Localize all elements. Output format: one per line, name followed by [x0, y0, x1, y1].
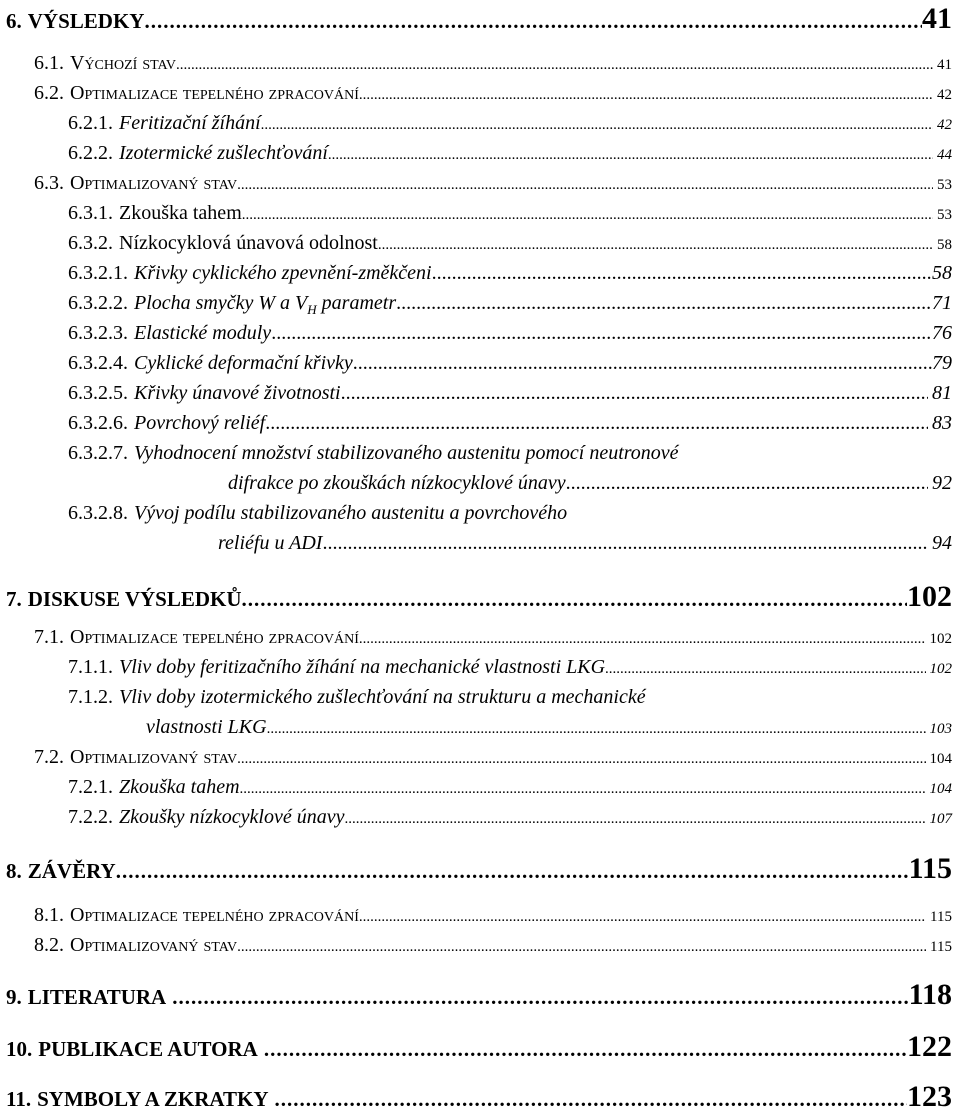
- entry-page: 115: [908, 852, 952, 885]
- entry-page: 42: [937, 117, 952, 133]
- entry-number: 7.2.1.: [68, 776, 113, 798]
- toc-entry-6-3-2-6[interactable]: [68, 412, 952, 435]
- entry-title: Vliv doby feritizačního žíhání na mechanické vlastnosti LKG: [119, 656, 606, 678]
- entry-number: 6.3.2.2.: [68, 292, 128, 314]
- entry-title: PUBLIKACE AUTORA: [38, 1037, 258, 1061]
- entry-page: 58: [932, 262, 952, 284]
- dot-leader: [261, 117, 933, 134]
- entry-number: 7.1.: [34, 626, 64, 648]
- dot-leader: [396, 292, 932, 315]
- toc-entry-9[interactable]: [6, 978, 952, 1012]
- entry-number: 6.1.: [34, 52, 64, 74]
- toc-entry-8[interactable]: [6, 852, 952, 886]
- dot-leader: [267, 721, 926, 738]
- dot-leader: [341, 382, 928, 405]
- toc-entry-6-3-2-8-cont[interactable]: [218, 532, 952, 555]
- entry-page: 118: [908, 978, 952, 1011]
- entry-page: 115: [930, 939, 952, 955]
- entry-number: 7.2.2.: [68, 806, 113, 828]
- entry-number: 9.: [6, 985, 22, 1009]
- entry-number: 6.2.1.: [68, 112, 113, 134]
- entry-number: 7.1.2.: [68, 686, 113, 708]
- toc-entry-6-3-2-7-cont[interactable]: [228, 472, 952, 495]
- entry-page: 123: [907, 1080, 952, 1113]
- entry-page: 42: [937, 87, 952, 103]
- entry-title: DISKUSE VÝSLEDKŮ: [27, 587, 242, 611]
- dot-leader: [242, 207, 933, 224]
- entry-page: 44: [937, 147, 952, 163]
- entry-number: 6.2.2.: [68, 142, 113, 164]
- dot-leader: [432, 262, 932, 285]
- entry-page: 104: [929, 781, 952, 797]
- entry-page: 92: [932, 472, 952, 494]
- dot-leader: [359, 631, 926, 648]
- entry-number: 7.1.1.: [68, 656, 113, 678]
- entry-page: 76: [932, 322, 952, 344]
- entry-number: 8.2.: [34, 934, 64, 956]
- dot-leader: [172, 985, 908, 1010]
- dot-leader: [271, 322, 932, 345]
- dot-leader: [144, 9, 922, 34]
- toc-entry-6-2-1[interactable]: [68, 112, 952, 135]
- toc-entry-7-2-2[interactable]: [68, 806, 952, 829]
- entry-title: Optimalizovaný stav: [70, 746, 238, 768]
- entry-page: 53: [937, 177, 952, 193]
- title-part: parametr: [316, 292, 397, 314]
- toc-entry-7-2[interactable]: [34, 746, 952, 769]
- entry-title: Nízkocyklová únavová odolnost: [119, 232, 378, 254]
- dot-leader: [322, 532, 928, 555]
- toc-entry-8-2[interactable]: [34, 934, 952, 957]
- entry-number: 8.: [6, 859, 22, 883]
- dot-leader: [359, 87, 933, 104]
- entry-number: 6.3.2.7.: [68, 442, 128, 464]
- entry-title: [134, 292, 396, 318]
- entry-number: 7.2.: [34, 746, 64, 768]
- entry-title: ZÁVĚRY: [27, 859, 116, 883]
- dot-leader: [240, 781, 926, 798]
- dot-leader: [237, 751, 925, 768]
- dot-leader: [176, 57, 933, 74]
- entry-number: 11.: [6, 1087, 32, 1111]
- entry-page: 103: [929, 721, 952, 737]
- entry-page: 104: [929, 751, 952, 767]
- entry-page: 102: [929, 661, 952, 677]
- entry-title: SYMBOLY A ZKRATKY: [37, 1087, 269, 1111]
- entry-number: 6.3.1.: [68, 202, 113, 224]
- toc-entry-6-3-2-4[interactable]: [68, 352, 952, 375]
- toc-entry-7-2-1[interactable]: [68, 776, 952, 799]
- title-part: Plocha smyčky W a V: [134, 292, 308, 314]
- dot-leader: [264, 1037, 907, 1062]
- entry-title: Křivky únavové životnosti: [134, 382, 341, 404]
- entry-number: 6.3.2.8.: [68, 502, 128, 524]
- entry-number: 6.2.: [34, 82, 64, 104]
- entry-title: Optimalizovaný stav: [70, 172, 238, 194]
- entry-number: 6.3.2.1.: [68, 262, 128, 284]
- entry-title: LITERATURA: [27, 985, 167, 1009]
- entry-number: 7.: [6, 587, 22, 611]
- toc-entry-6-3-2[interactable]: [68, 232, 952, 255]
- entry-page: 41: [937, 57, 952, 73]
- entry-page: 53: [937, 207, 952, 223]
- entry-page: 94: [932, 532, 952, 554]
- entry-page: 107: [929, 811, 952, 827]
- entry-title: VÝSLEDKY: [27, 9, 145, 33]
- entry-page: 102: [929, 631, 952, 647]
- entry-title: Optimalizace tepelného zpracování: [70, 82, 359, 104]
- toc-entry-6[interactable]: [6, 2, 952, 36]
- toc-entry-7[interactable]: [6, 580, 952, 614]
- entry-number: 6.3.2.5.: [68, 382, 128, 404]
- entry-title: Feritizační žíhání: [119, 112, 261, 134]
- entry-title: Elastické moduly: [134, 322, 272, 344]
- dot-leader: [359, 909, 926, 926]
- toc-entry-6-3-2-2[interactable]: [68, 292, 952, 318]
- entry-page: 83: [932, 412, 952, 434]
- entry-page: 41: [922, 2, 952, 35]
- entry-number: 6.3.2.4.: [68, 352, 128, 374]
- entry-title: Optimalizace tepelného zpracování: [70, 904, 359, 926]
- entry-title: Optimalizovaný stav: [70, 934, 238, 956]
- dot-leader: [328, 147, 933, 164]
- toc-entry-7-1-2-cont[interactable]: [146, 716, 952, 739]
- dot-leader: [237, 939, 926, 956]
- dot-leader: [605, 661, 925, 678]
- dot-leader: [242, 587, 907, 612]
- entry-title: Vliv doby izotermického zušlechťování na strukturu a mechanické: [119, 686, 646, 708]
- dot-leader: [237, 177, 933, 194]
- entry-page: 102: [907, 580, 952, 613]
- entry-title-continued: reliéfu u ADI: [218, 532, 323, 554]
- dot-leader: [566, 472, 928, 495]
- entry-title: Optimalizace tepelného zpracování: [70, 626, 359, 648]
- toc-entry-8-1[interactable]: [34, 904, 952, 927]
- entry-number: 6.3.2.6.: [68, 412, 128, 434]
- entry-title-continued: difrakce po zkouškách nízkocyklové únavy: [228, 472, 566, 494]
- entry-title: Zkoušky nízkocyklové únavy: [119, 806, 345, 828]
- toc-entry-6-3-2-8[interactable]: [68, 502, 952, 525]
- toc-entry-6-3-1[interactable]: [68, 202, 952, 225]
- entry-number: 6.3.2.: [68, 232, 113, 254]
- toc-entry-6-2-2[interactable]: [68, 142, 952, 165]
- entry-number: 6.3.2.3.: [68, 322, 128, 344]
- entry-page: 71: [932, 292, 952, 314]
- entry-page: 122: [907, 1030, 952, 1063]
- toc-entry-6-1[interactable]: [34, 52, 952, 75]
- dot-leader: [265, 412, 928, 435]
- entry-title: Zkouška tahem: [119, 202, 242, 224]
- toc-entry-6-3-2-5[interactable]: [68, 382, 952, 405]
- entry-page: 79: [932, 352, 952, 374]
- entry-title: Povrchový reliéf: [134, 412, 266, 434]
- entry-page: 58: [937, 237, 952, 253]
- entry-title: Zkouška tahem: [119, 776, 240, 798]
- toc-entry-11[interactable]: [6, 1080, 952, 1114]
- toc-entry-6-3-2-1[interactable]: [68, 262, 952, 285]
- dot-leader: [344, 811, 925, 828]
- entry-title: Křivky cyklického zpevnění-změkčeni: [134, 262, 432, 284]
- toc-entry-6-2[interactable]: [34, 82, 952, 105]
- entry-title: Výchozí stav: [70, 52, 176, 74]
- entry-title: Izotermické zušlechťování: [119, 142, 328, 164]
- entry-title: Cyklické deformační křivky: [134, 352, 353, 374]
- subscript: H: [307, 302, 317, 317]
- dot-leader: [353, 352, 932, 375]
- dot-leader: [275, 1087, 907, 1112]
- entry-title: Vývoj podílu stabilizovaného austenitu a povrchového: [134, 502, 568, 524]
- entry-number: 10.: [6, 1037, 33, 1061]
- dot-leader: [378, 237, 933, 254]
- toc-entry-7-1-1[interactable]: [68, 656, 952, 679]
- entry-page: 115: [930, 909, 952, 925]
- entry-number: 6.3.: [34, 172, 64, 194]
- dot-leader: [116, 859, 909, 884]
- toc-entry-7-1-2[interactable]: [68, 686, 952, 709]
- toc-entry-6-3[interactable]: [34, 172, 952, 195]
- toc-entry-10[interactable]: [6, 1030, 952, 1064]
- entry-number: 6.: [6, 9, 22, 33]
- toc-entry-7-1[interactable]: [34, 626, 952, 649]
- entry-title: Vyhodnocení množství stabilizovaného austenitu pomocí neutronové: [134, 442, 679, 464]
- toc-entry-6-3-2-3[interactable]: [68, 322, 952, 345]
- entry-page: 81: [932, 382, 952, 404]
- entry-title-continued: vlastnosti LKG: [146, 716, 267, 738]
- toc-entry-6-3-2-7[interactable]: [68, 442, 952, 465]
- entry-number: 8.1.: [34, 904, 64, 926]
